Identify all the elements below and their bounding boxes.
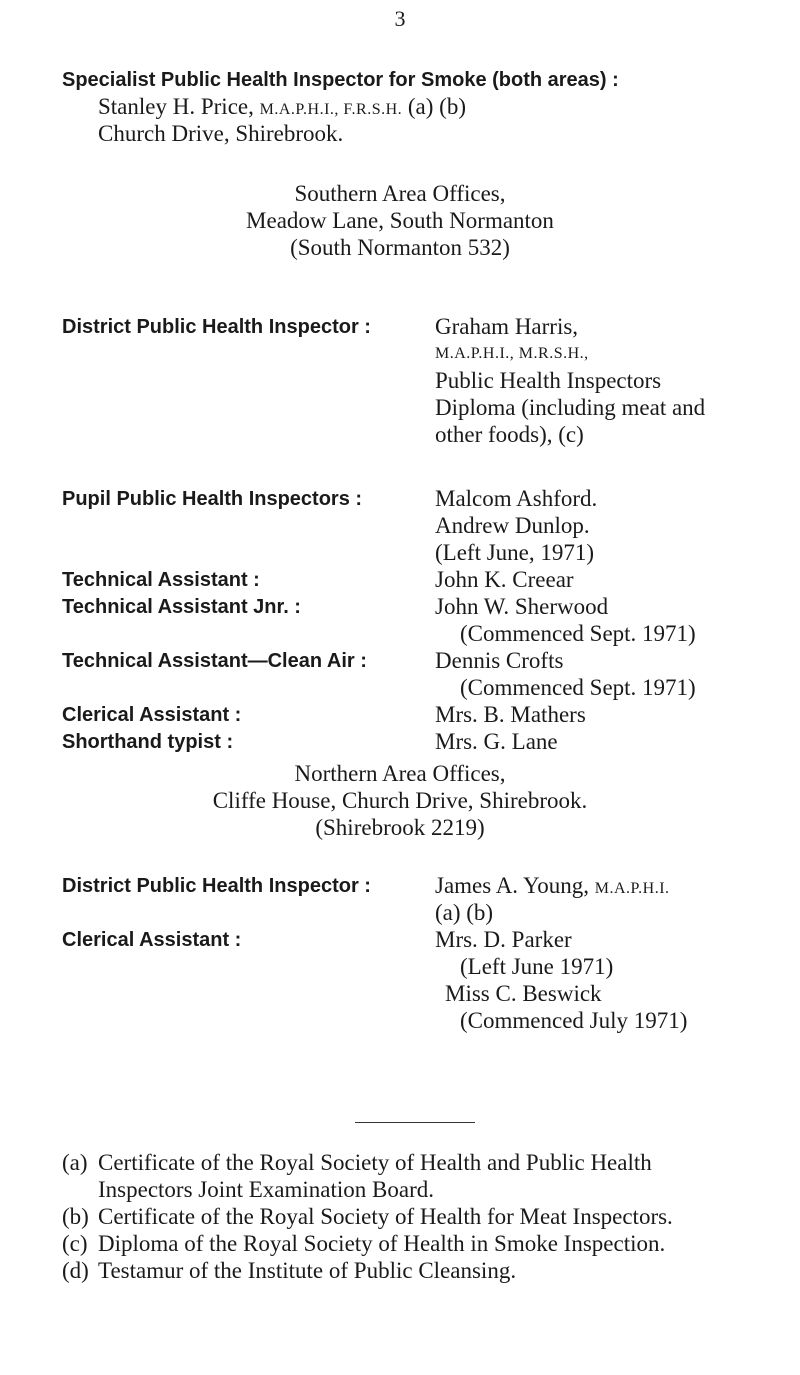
staff-detail: (Commenced July 1971) xyxy=(460,1008,688,1033)
smoke-inspector-address: Church Drive, Shirebrook. xyxy=(98,121,344,146)
staff-detail: (Left June, 1971) xyxy=(435,540,595,565)
staff-quals: M.A.P.H.I. xyxy=(594,880,670,897)
footnote-text: Certificate of the Royal Society of Health and Public Health xyxy=(98,1150,652,1175)
staff-detail: (Commenced Sept. 1971) xyxy=(460,621,696,646)
staff-detail: Miss C. Beswick xyxy=(445,981,602,1006)
staff-detail: John W. Sherwood xyxy=(435,594,609,619)
staff-detail: Mrs. G. Lane xyxy=(435,729,558,754)
staff-detail: (a) (b) xyxy=(435,900,494,925)
staff-label: Clerical Assistant : xyxy=(62,929,242,951)
footnote-key: (c) xyxy=(62,1231,88,1256)
footnote-text: Certificate of the Royal Society of Health for Meat Inspectors. xyxy=(98,1204,673,1229)
staff-label: Technical Assistant—Clean Air : xyxy=(62,650,367,672)
smoke-inspector-title: Specialist Public Health Inspector for Smoke (both areas) : xyxy=(62,69,619,91)
staff-detail: Andrew Dunlop. xyxy=(435,513,590,538)
staff-detail: other foods), (c) xyxy=(435,422,584,447)
smoke-inspector-name: Stanley H. Price, xyxy=(98,94,254,119)
staff-detail: Graham Harris, xyxy=(435,314,579,339)
footnote-key: (d) xyxy=(62,1258,89,1283)
staff-detail: M.A.P.H.I., M.R.S.H., xyxy=(435,345,589,362)
northern-office-phone: (Shirebrook 2219) xyxy=(315,815,485,840)
staff-detail: (Commenced Sept. 1971) xyxy=(460,675,696,700)
southern-office-phone: (South Normanton 532) xyxy=(290,235,510,260)
smoke-inspector-refs: (a) (b) xyxy=(407,94,466,119)
smoke-inspector-quals: M.A.P.H.I., F.R.S.H. xyxy=(259,101,403,118)
staff-name: James A. Young, xyxy=(435,873,590,898)
page-number: 3 xyxy=(394,6,406,31)
staff-label: District Public Health Inspector : xyxy=(62,316,371,338)
staff-detail: Dennis Crofts xyxy=(435,648,564,673)
northern-office-street: Cliffe House, Church Drive, Shirebrook. xyxy=(212,788,588,813)
footnote-key: (b) xyxy=(62,1204,89,1229)
staff-detail: Mrs. B. Mathers xyxy=(435,702,586,727)
footnote-text: Inspectors Joint Examination Board. xyxy=(98,1177,434,1202)
footnote-text: Diploma of the Royal Society of Health in Smoke Inspection. xyxy=(98,1231,666,1256)
staff-detail: Diploma (including meat and xyxy=(435,395,706,420)
staff-label: Clerical Assistant : xyxy=(62,704,242,726)
staff-detail: (Left June 1971) xyxy=(460,954,614,979)
footnote-key: (a) xyxy=(62,1150,88,1175)
staff-detail: John K. Creear xyxy=(435,567,574,592)
footnote-text: Testamur of the Institute of Public Cleansing. xyxy=(98,1258,517,1283)
staff-label: District Public Health Inspector : xyxy=(62,875,371,897)
staff-label: Technical Assistant : xyxy=(62,569,260,591)
northern-office-title: Northern Area Offices, xyxy=(294,761,506,786)
staff-detail: Malcom Ashford. xyxy=(435,486,598,511)
staff-detail: Mrs. D. Parker xyxy=(435,927,572,952)
staff-label: Pupil Public Health Inspectors : xyxy=(62,488,363,510)
southern-office-title: Southern Area Offices, xyxy=(294,181,506,206)
southern-office-street: Meadow Lane, South Normanton xyxy=(246,208,554,233)
staff-label: Shorthand typist : xyxy=(62,731,234,753)
staff-detail: Public Health Inspectors xyxy=(435,368,662,393)
staff-label: Technical Assistant Jnr. : xyxy=(62,596,301,618)
footnote-divider xyxy=(355,1122,475,1123)
